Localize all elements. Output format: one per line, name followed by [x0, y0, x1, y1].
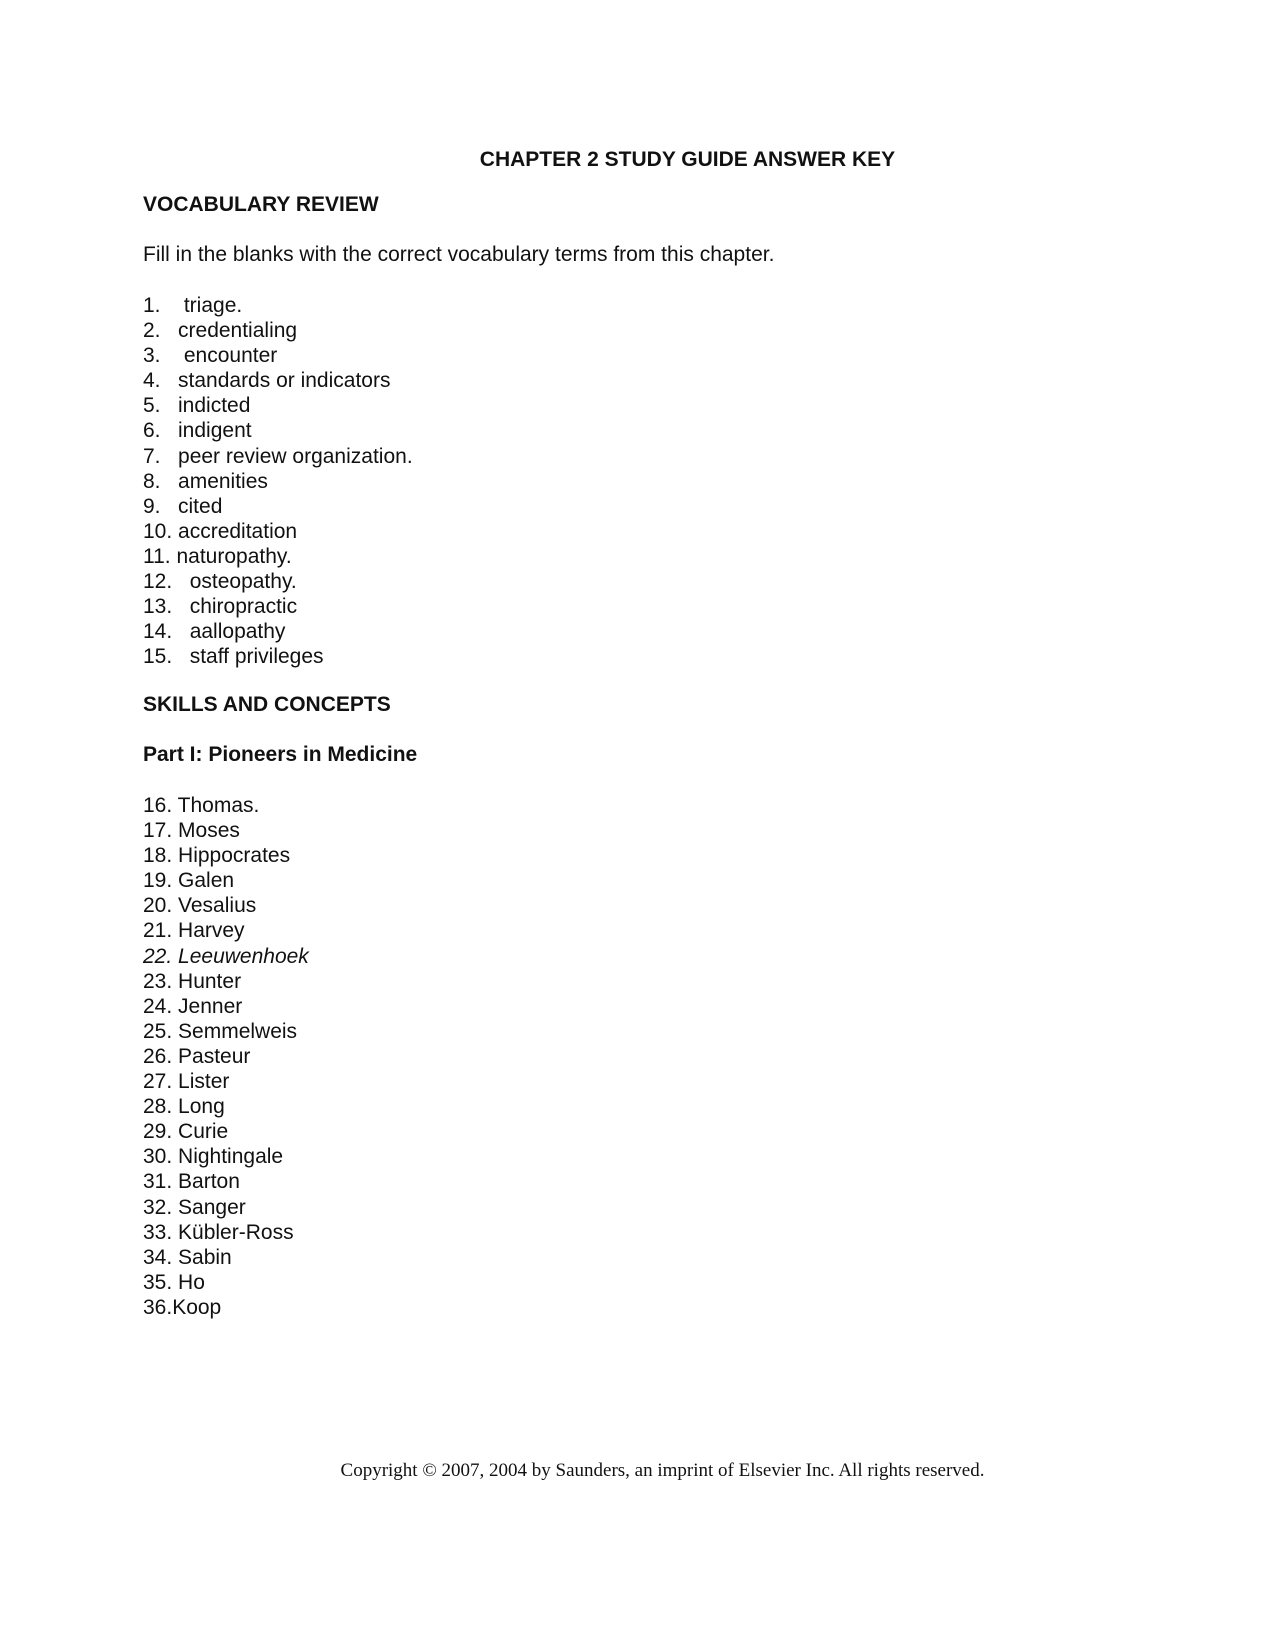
part1-heading: Part I: Pioneers in Medicine	[143, 743, 418, 766]
list-item: 8. amenities	[143, 469, 268, 493]
list-item: 2. credentialing	[143, 319, 298, 343]
list-item: 15. staff privileges	[143, 645, 324, 669]
vocabulary-answer-list	[143, 293, 413, 669]
list-item: 31. Barton	[143, 1170, 240, 1194]
page-title: CHAPTER 2 STUDY GUIDE ANSWER KEY	[479, 148, 896, 171]
list-item: 5. indicted	[143, 394, 251, 418]
list-item: 32. Sanger	[143, 1195, 246, 1219]
list-item: 24. Jenner	[143, 994, 243, 1018]
list-item: 34. Sabin	[143, 1245, 232, 1269]
skills-heading: SKILLS AND CONCEPTS	[143, 693, 391, 716]
list-item: 21. Harvey	[143, 919, 245, 943]
list-item: 14. aallopathy	[143, 620, 286, 644]
vocabulary-instructions: Fill in the blanks with the correct vocabulary terms from this chapter.	[143, 243, 775, 266]
list-item: 22. Leeuwenhoek	[143, 944, 309, 968]
list-item: 36.Koop	[143, 1295, 222, 1319]
list-item: 33. Kübler-Ross	[143, 1220, 294, 1244]
list-item: 25. Semmelweis	[143, 1019, 298, 1043]
list-item: 4. standards or indicators	[143, 369, 391, 393]
list-item: 12. osteopathy.	[143, 570, 297, 594]
list-item: 35. Ho	[143, 1270, 205, 1294]
list-item: 3. encounter	[143, 344, 278, 368]
list-item: 11. naturopathy.	[143, 544, 292, 568]
list-item: 29. Curie	[143, 1120, 229, 1144]
list-item: 19. Galen	[143, 869, 235, 893]
list-item: 23. Hunter	[143, 969, 242, 993]
list-item: 1. triage.	[143, 294, 243, 317]
list-item: 17. Moses	[143, 819, 240, 843]
pioneers-answer-list	[143, 793, 309, 1320]
list-item: 10. accreditation	[143, 519, 298, 543]
list-item: 28. Long	[143, 1095, 225, 1119]
list-item: 27. Lister	[143, 1070, 230, 1094]
list-item: 16. Thomas.	[143, 794, 260, 817]
list-item: 13. chiropractic	[143, 595, 298, 619]
list-item: 7. peer review organization.	[143, 444, 413, 468]
list-item: 9. cited	[143, 494, 223, 518]
list-item: 18. Hippocrates	[143, 844, 291, 868]
list-item: 20. Vesalius	[143, 894, 257, 918]
list-item: 30. Nightingale	[143, 1145, 284, 1169]
list-item: 26. Pasteur	[143, 1044, 251, 1068]
vocabulary-heading: VOCABULARY REVIEW	[143, 193, 379, 216]
copyright-footer: Copyright © 2007, 2004 by Saunders, an imprint of Elsevier Inc. All rights reserved.	[340, 1460, 985, 1481]
list-item: 6. indigent	[143, 419, 252, 443]
